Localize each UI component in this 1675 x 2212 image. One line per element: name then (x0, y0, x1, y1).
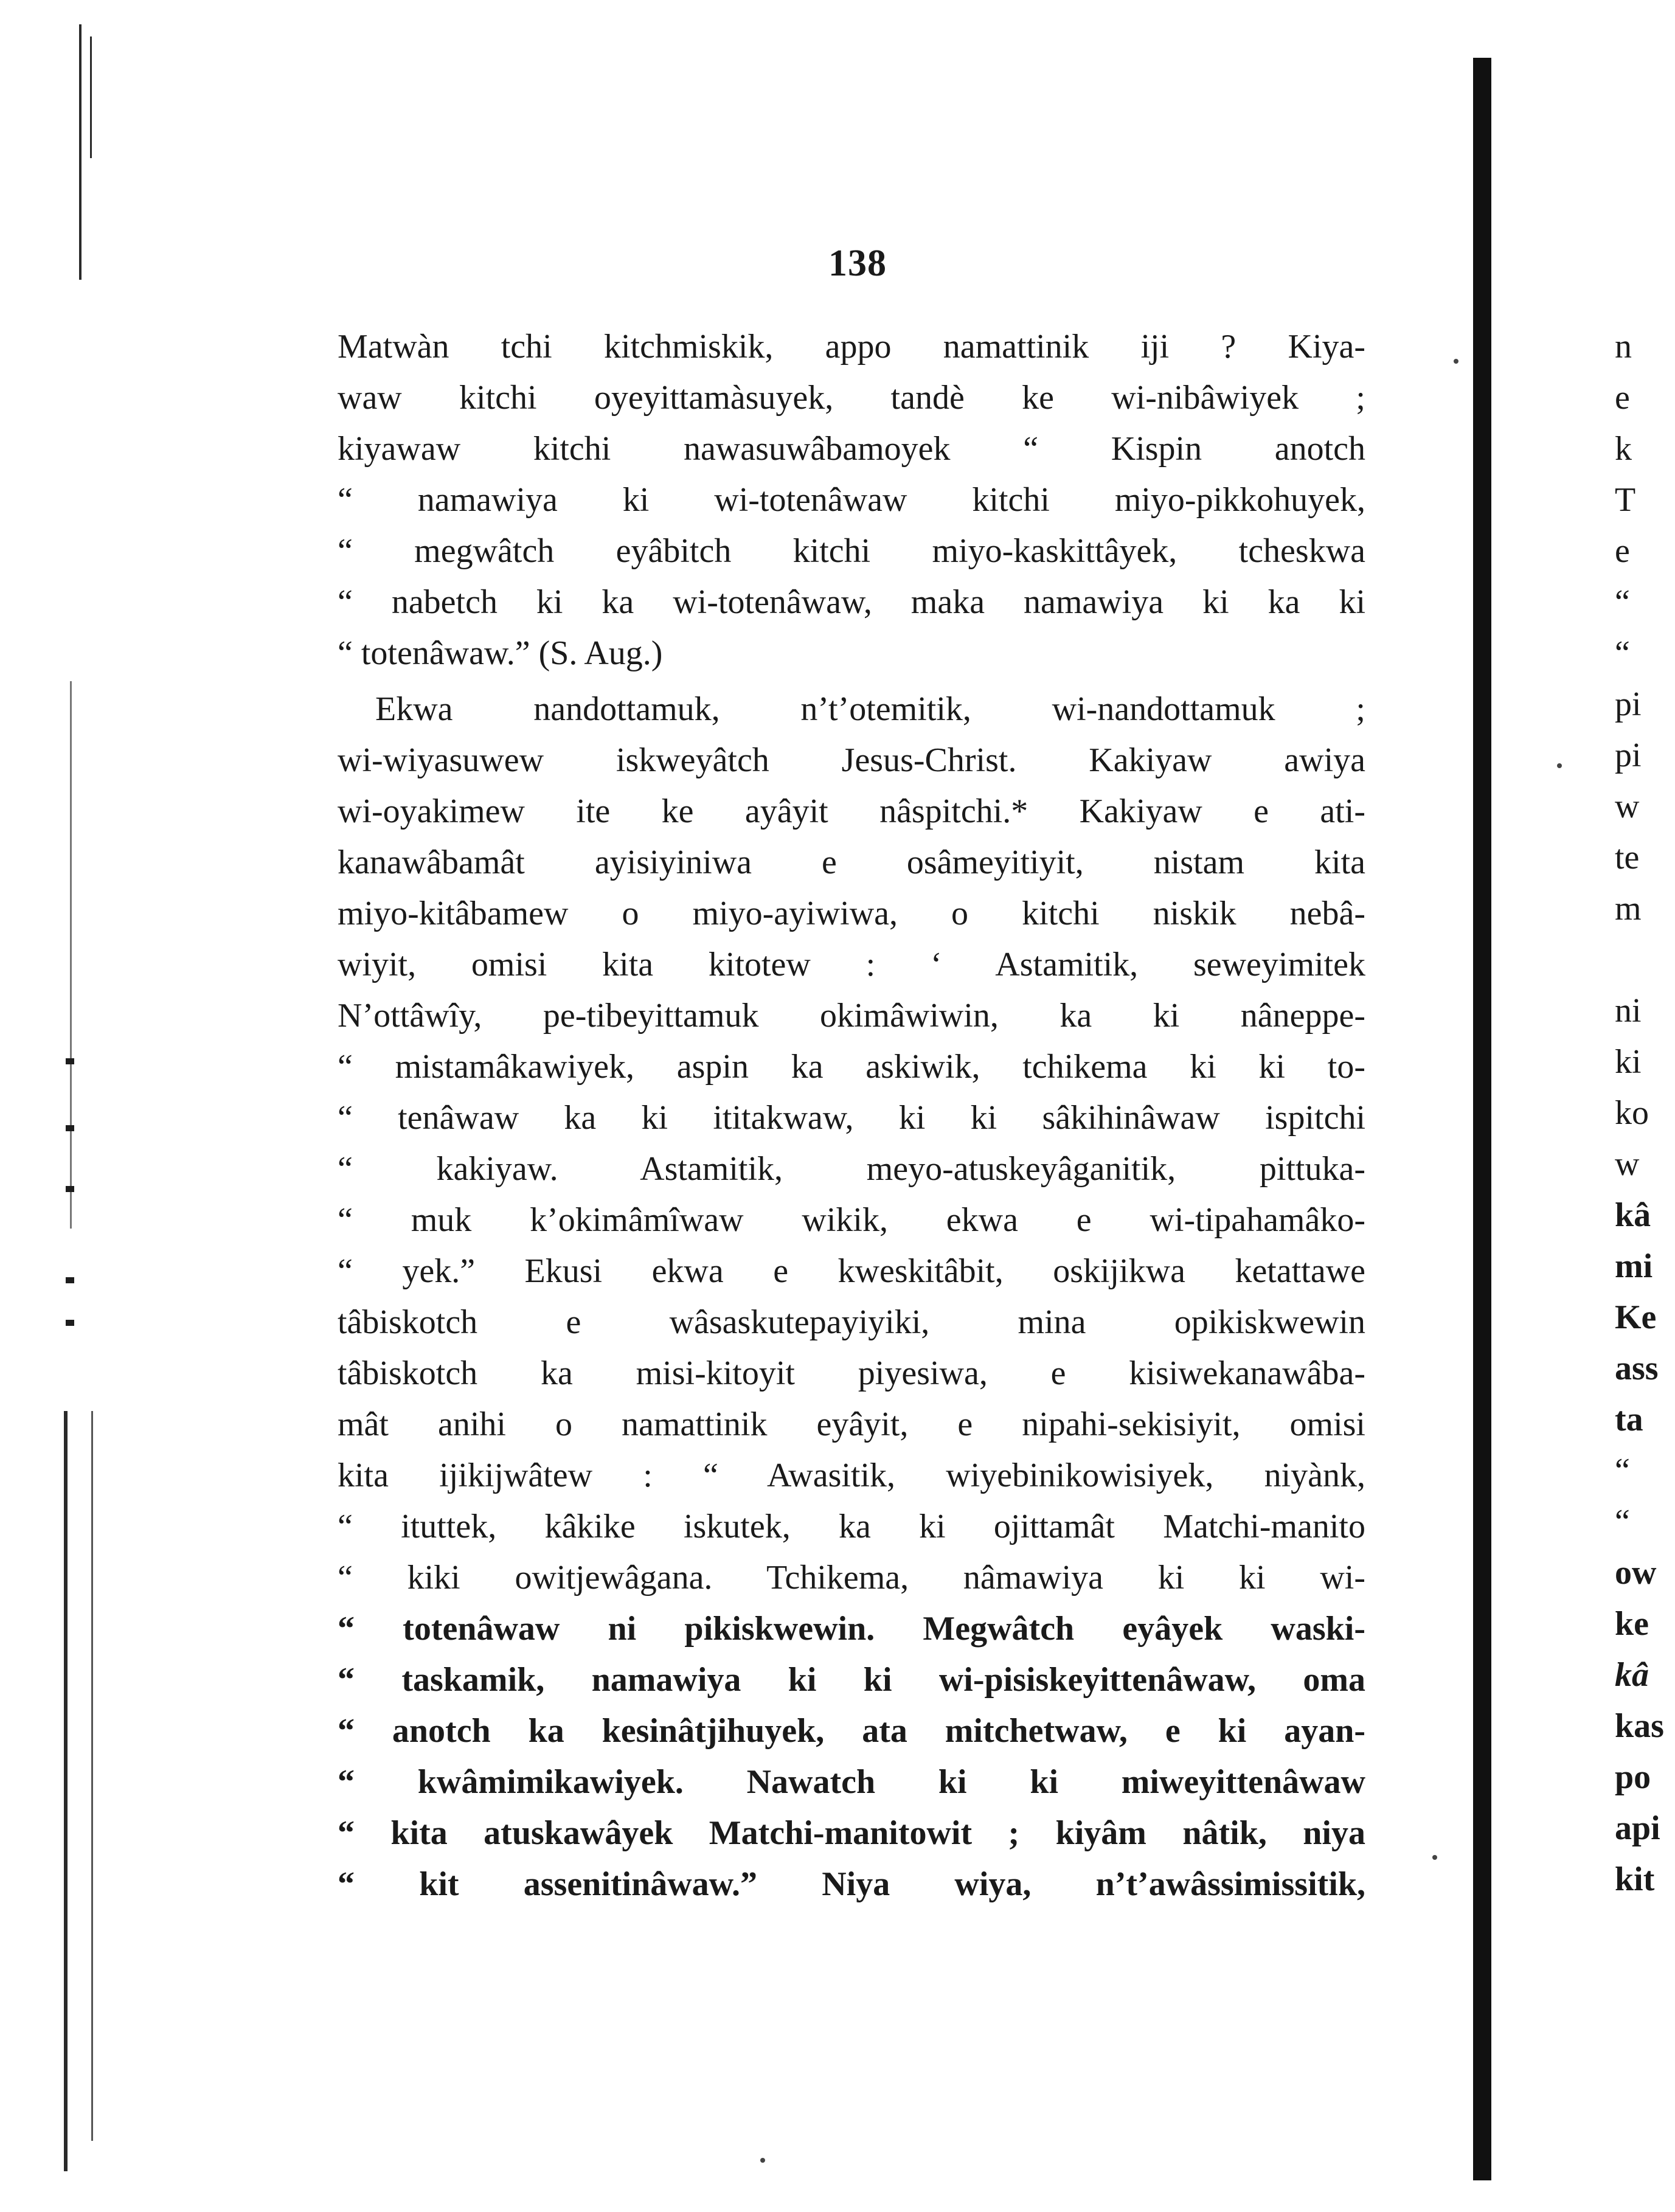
text-line: miyo-kitâbamew o miyo-ayiwiwa, o kitchi niskik nebâ- (338, 895, 1365, 932)
text-line: “ totenâwaw ni pikiskwewin. Megwâtch eyâyek waski- (338, 1610, 1365, 1648)
facing-fragment: Ke (1615, 1298, 1657, 1336)
facing-fragment: kas (1615, 1707, 1664, 1745)
text-line: “ anotch ka kesinâtjihuyek, ata mitchetwaw, e ki ayan- (338, 1712, 1365, 1750)
text-line: “ taskamik, namawiya ki ki wi-pisiskeyittenâwaw, oma (338, 1661, 1365, 1699)
text-line: kita ijikijwâtew : “ Awasitik, wiyebinikowisiyek, niyànk, (338, 1457, 1365, 1494)
facing-fragment: w (1615, 1145, 1640, 1183)
text-line: Matwàn tchi kitchmiskik, appo namattinik iji ? Kiya- (338, 328, 1365, 366)
text-line: “ kiki owitjewâgana. Tchikema, nâmawiya ki ki wi- (338, 1559, 1365, 1597)
text-line: “ yek.” Ekusi ekwa e kweskitâbit, oskijikwa ketattawe (338, 1252, 1365, 1290)
page-number: 138 (828, 243, 887, 284)
facing-fragment: “ (1615, 1503, 1630, 1541)
facing-fragment: “ (1615, 634, 1630, 672)
text-line: “ kakiyaw. Astamitik, meyo-atuskeyâganitik, pittuka- (338, 1150, 1365, 1188)
text-line: “ tenâwaw ka ki ititakwaw, ki ki sâkihinâwaw ispitchi (338, 1099, 1365, 1137)
text-line: Ekwa nandottamuk, n’t’otemitik, wi-nandottamuk ; (375, 690, 1365, 728)
facing-fragment: pi (1615, 737, 1642, 774)
facing-fragment: m (1615, 890, 1642, 927)
facing-fragment: api (1615, 1809, 1660, 1847)
text-line: “ totenâwaw.” (S. Aug.) (338, 634, 663, 672)
facing-fragment: po (1615, 1758, 1651, 1796)
facing-page-fragments (1615, 321, 1675, 1905)
facing-fragment: n (1615, 328, 1632, 366)
body-text (338, 321, 1365, 1910)
text-line: “ mistamâkawiyek, aspin ka askiwik, tchikema ki ki to- (338, 1048, 1365, 1086)
facing-fragment: kâ (1615, 1656, 1649, 1694)
facing-fragment: pi (1615, 685, 1642, 723)
facing-fragment: ke (1615, 1605, 1649, 1643)
facing-fragment: e (1615, 532, 1630, 570)
facing-fragment: w (1615, 788, 1640, 825)
text-line: wi-oyakimew ite ke ayâyit nâspitchi.* Kakiyaw e ati- (338, 792, 1365, 830)
text-line: wiyit, omisi kita kitotew : ‘ Astamitik, seweyimitek (338, 946, 1365, 983)
facing-fragment: T (1615, 481, 1636, 519)
facing-fragment: ow (1615, 1554, 1657, 1592)
text-line: “ nabetch ki ka wi-totenâwaw, maka namawiya ki ka ki (338, 583, 1365, 621)
text-line: “ kita atuskawâyek Matchi-manitowit ; kiyâm nâtik, niya (338, 1814, 1365, 1852)
scan-speck (1454, 359, 1458, 364)
text-line: kanawâbamât ayisiyiniwa e osâmeyitiyit, nistam kita (338, 844, 1365, 881)
left-binding-margin (0, 12, 146, 2177)
facing-fragment: ta (1615, 1401, 1643, 1438)
facing-fragment: ni (1615, 992, 1642, 1030)
text-line: “ ituttek, kâkike iskutek, ka ki ojittamât Matchi-manito (338, 1508, 1365, 1545)
facing-fragment: te (1615, 839, 1640, 876)
text-line: mât anihi o namattinik eyâyit, e nipahi-sekisiyit, omisi (338, 1406, 1365, 1443)
text-line: “ muk k’okimâmîwaw wikik, ekwa e wi-tipahamâko- (338, 1201, 1365, 1239)
facing-fragment: kâ (1615, 1196, 1651, 1234)
text-line: “ namawiya ki wi-totenâwaw kitchi miyo-pikkohuyek, (338, 481, 1365, 519)
facing-fragment: k (1615, 430, 1632, 468)
text-line: “ kit assenitinâwaw.” Niya wiya, n’t’awâssimissitik, (338, 1865, 1365, 1903)
facing-fragment: “ (1615, 1452, 1630, 1489)
facing-fragment: kit (1615, 1860, 1655, 1898)
text-line: tâbiskotch e wâsaskutepayiyiki, mina opikiskwewin (338, 1303, 1365, 1341)
text-line: kiyawaw kitchi nawasuwâbamoyek “ Kispin anotch (338, 430, 1365, 468)
facing-fragment: “ (1615, 583, 1630, 621)
gutter-shadow-bar (1473, 58, 1491, 2180)
scan-speck (760, 2158, 765, 2163)
scan-speck (1432, 1855, 1437, 1860)
facing-fragment: ass (1615, 1350, 1659, 1387)
text-line: wi-wiyasuwew iskweyâtch Jesus-Christ. Kakiyaw awiya (338, 741, 1365, 779)
text-line: tâbiskotch ka misi-kitoyit piyesiwa, e kisiwekanawâba- (338, 1354, 1365, 1392)
scan-speck (1557, 763, 1562, 768)
text-line: “ megwâtch eyâbitch kitchi miyo-kaskittâyek, tcheskwa (338, 532, 1365, 570)
facing-fragment: ko (1615, 1094, 1649, 1132)
text-line: N’ottâwîy, pe-tibeyittamuk okimâwiwin, ka ki nâneppe- (338, 997, 1365, 1035)
text-line: waw kitchi oyeyittamàsuyek, tandè ke wi-nibâwiyek ; (338, 379, 1365, 417)
facing-fragment: e (1615, 379, 1630, 417)
text-line: “ kwâmimikawiyek. Nawatch ki ki miweyittenâwaw (338, 1763, 1365, 1801)
facing-fragment: mi (1615, 1247, 1653, 1285)
facing-fragment: ki (1615, 1043, 1642, 1081)
